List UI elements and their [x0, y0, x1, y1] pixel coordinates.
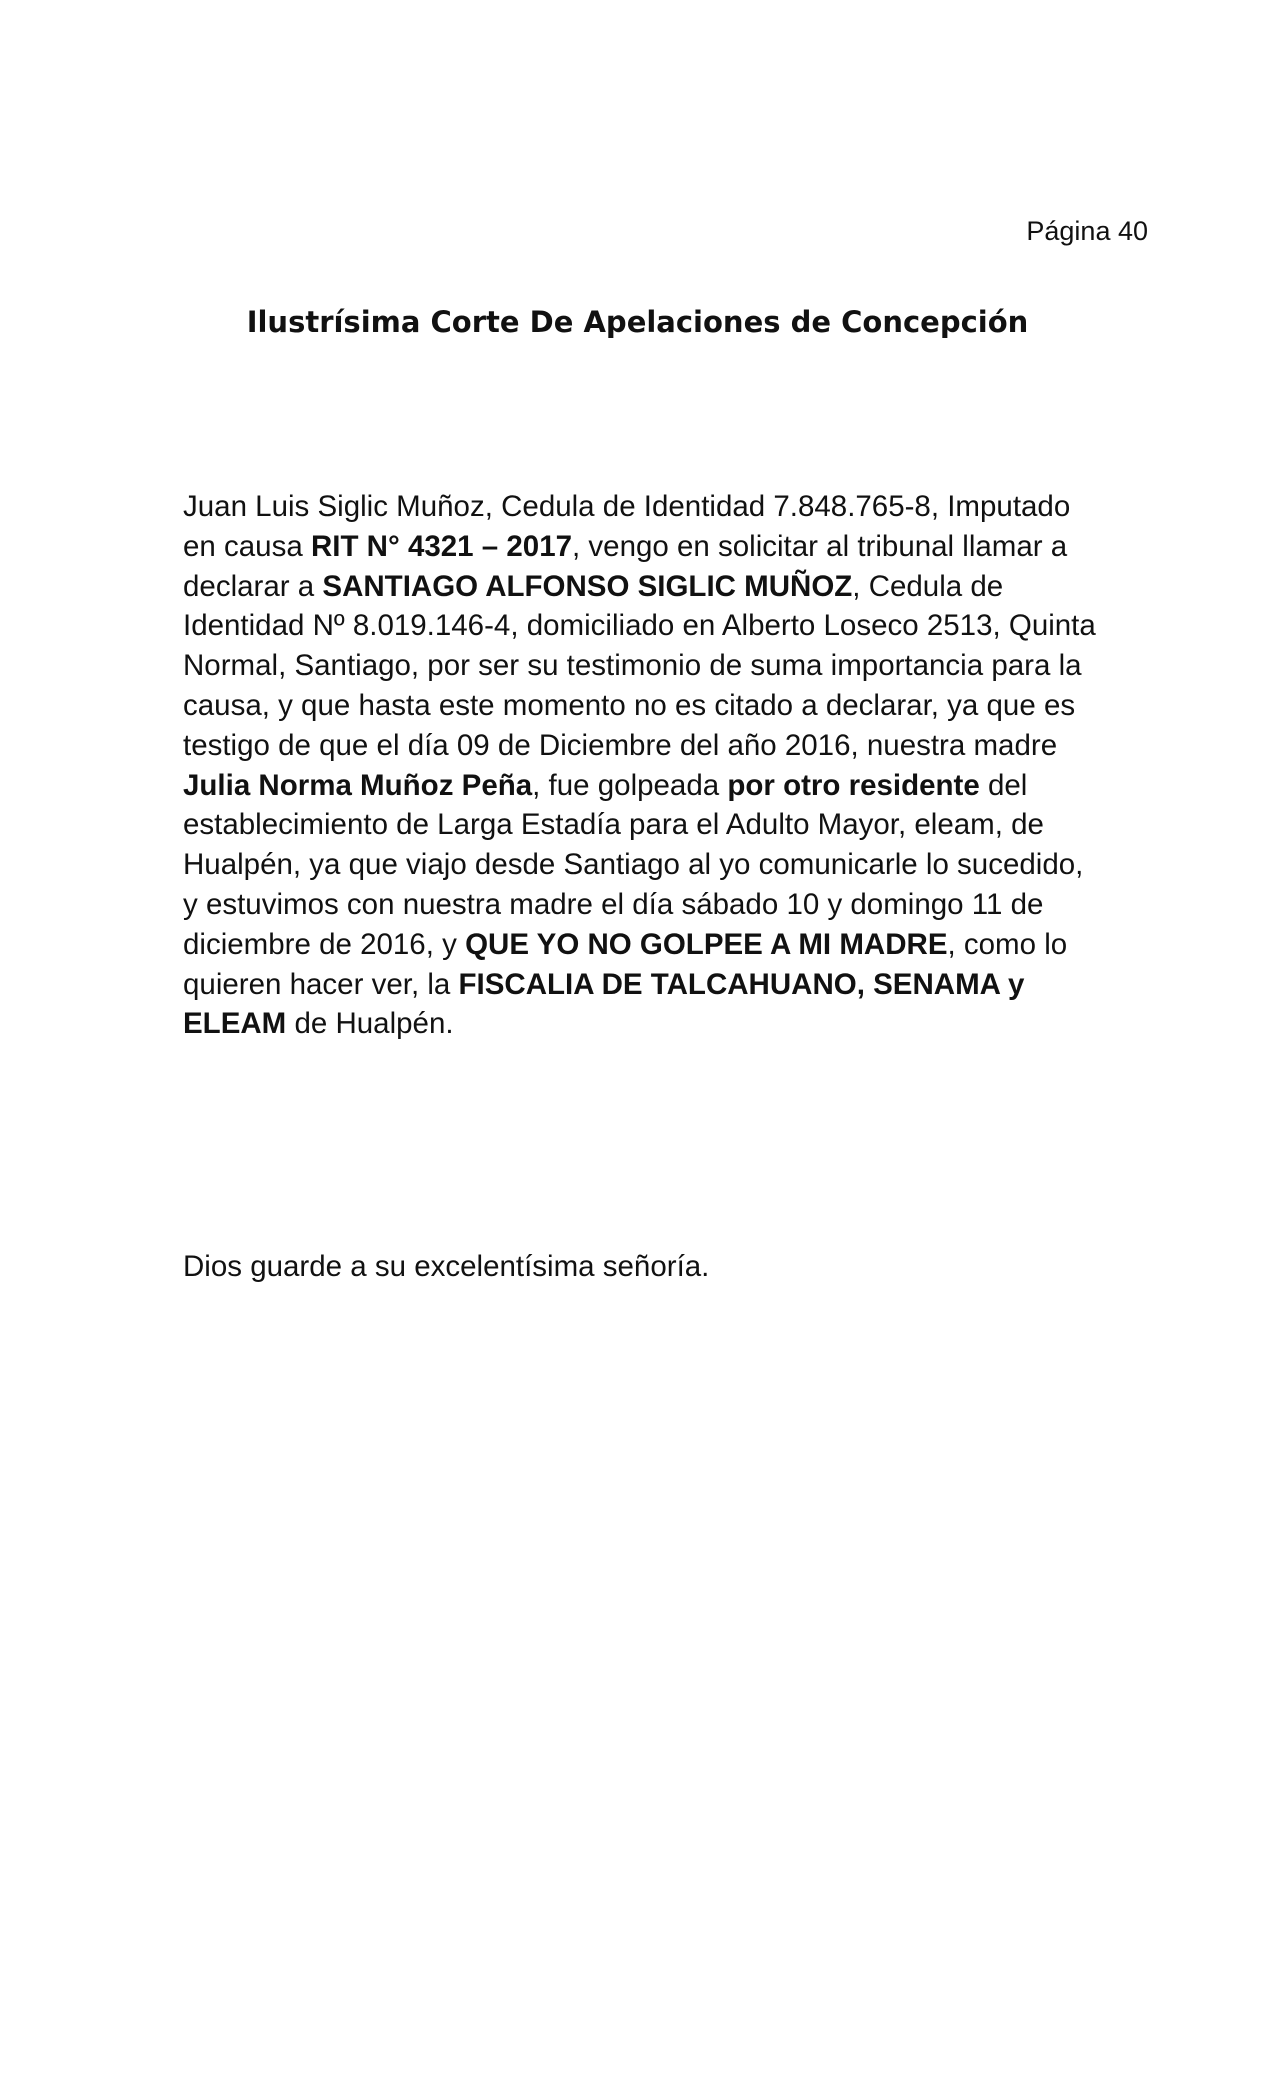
- body-text-segment: , Cedula de Identidad Nº 8.019.146-4, domiciliado en Alberto Loseco 2513, Quinta Normal, Santiago, por ser su testimonio de suma importancia para la causa, y que hasta este momento no es citado a declarar, ya que es testigo de que el día 09 de Diciembre del año 2016, nuestra madre: [183, 569, 1096, 762]
- body-text-segment: de Hualpén.: [286, 1007, 454, 1041]
- closing-line: Dios guarde a su excelentísima señoría.: [183, 1250, 710, 1283]
- body-text-segment: , fue golpeada: [532, 768, 728, 802]
- emphasis-institutions: FISCALIA DE TALCAHUANO, SENAMA y ELEAM: [183, 967, 1025, 1041]
- page-number: Página 40: [1026, 216, 1148, 246]
- document-title: Ilustrísima Corte De Apelaciones de Concepción: [246, 305, 1029, 339]
- body-text-segment: , vengo en solicitar al tribunal llamar a declarar a: [183, 529, 1068, 603]
- case-number: RIT N° 4321 – 2017: [310, 529, 573, 563]
- body-text-segment: , como lo quieren hacer ver, la: [183, 927, 1068, 1001]
- body-paragraph: [183, 487, 1103, 1044]
- emphasis-statement: QUE YO NO GOLPEE A MI MADRE: [465, 927, 948, 961]
- mother-name: Julia Norma Muñoz Peña: [183, 768, 533, 802]
- emphasis-resident: por otro residente: [727, 768, 980, 802]
- body-text-segment: del establecimiento de Larga Estadía para el Adulto Mayor, eleam, de Hualpén, ya que viajo desde Santiago al yo comunicarle lo sucedido, y estuvimos con nuestra madre el día sábado 10 y domingo 11 de diciembre de 2016, y: [183, 768, 1084, 961]
- body-text-segment: Juan Luis Siglic Muñoz, Cedula de Identidad 7.848.765-8, Imputado en causa: [183, 490, 1071, 563]
- witness-name: SANTIAGO ALFONSO SIGLIC MUÑOZ: [322, 569, 853, 603]
